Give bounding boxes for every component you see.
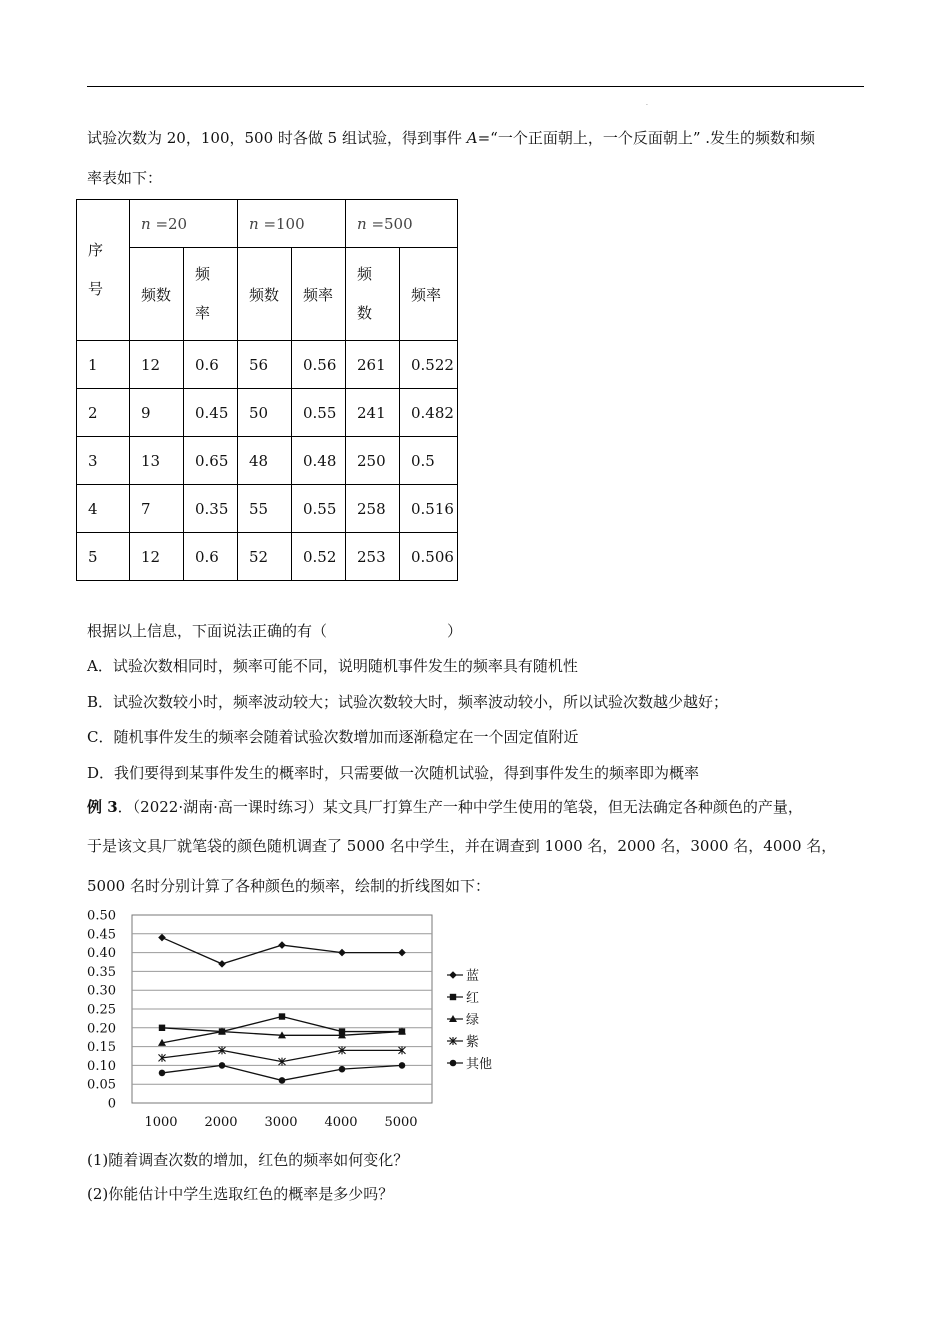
example-label: 例 3 <box>87 798 118 816</box>
legend-label: 蓝 <box>466 969 480 984</box>
table-cell: 250 <box>346 437 400 485</box>
legend-label: 红 <box>466 991 480 1006</box>
data-point <box>279 1077 286 1084</box>
table-cell: 0.45 <box>184 389 238 437</box>
data-point <box>218 960 226 968</box>
y-tick-label: 0.45 <box>87 927 116 943</box>
example3-line-1 <box>87 797 877 817</box>
y-tick-label: 0.40 <box>87 946 116 962</box>
table-cell: 50 <box>238 389 292 437</box>
table-cell: 0.516 <box>400 485 458 533</box>
table-cell: 253 <box>346 533 400 581</box>
y-tick-label: 0.05 <box>87 1077 116 1093</box>
x-tick-label: 1000 <box>144 1115 178 1130</box>
table-cell: 0.6 <box>184 533 238 581</box>
sub-freq-char-1: 频 <box>195 265 211 283</box>
y-tick-label: 0.15 <box>87 1040 116 1056</box>
data-point <box>279 1013 285 1019</box>
header-dot: . <box>646 100 648 107</box>
group-header-100 <box>238 200 346 248</box>
table-row <box>77 341 458 389</box>
table-cell: 52 <box>238 533 292 581</box>
table-cell: 55 <box>238 485 292 533</box>
sub-count-char-2: 数 <box>357 304 373 322</box>
line-chart <box>84 904 524 1136</box>
table-cell: 5 <box>77 533 130 581</box>
question-stem-end: ） <box>447 622 463 640</box>
table-cell: 0.522 <box>400 341 458 389</box>
header-rule <box>87 86 864 87</box>
table-cell: 0.55 <box>292 485 346 533</box>
option-b: B．试验次数较小时，频率波动较大；试验次数较大时，频率波动较小，所以试验次数越少越好； <box>87 693 729 711</box>
table-cell: 12 <box>130 341 184 389</box>
data-point <box>398 949 406 957</box>
intro-line-1 <box>87 128 877 148</box>
table-cell: 0.56 <box>292 341 346 389</box>
data-point <box>278 941 286 949</box>
example3-line-2: 于是该文具厂就笔袋的颜色随机调查了 5000 名中学生，并在调查到 1000 名，2000 名，3000 名，4000 名， <box>87 837 837 855</box>
sub-count-20: 频数 <box>130 248 184 341</box>
table-row <box>77 533 458 581</box>
intro-line-2: 率表如下： <box>87 169 163 187</box>
table-subheader-row <box>77 248 458 341</box>
table-cell: 1 <box>77 341 130 389</box>
table-cell: 48 <box>238 437 292 485</box>
sub-count-500 <box>346 248 400 341</box>
sub-count-char-1: 频 <box>357 265 373 283</box>
option-d: D．我们要得到某事件发生的概率时，只需要做一次随机试验，得到事件发生的频率即为概率 <box>87 764 700 782</box>
table-row <box>77 485 458 533</box>
group-eq: =20 <box>150 214 188 233</box>
table-cell: 241 <box>346 389 400 437</box>
table-cell: 0.35 <box>184 485 238 533</box>
legend-label: 绿 <box>466 1013 480 1028</box>
sub-question-1: (1)随着调查次数的增加，红色的频率如何变化？ <box>87 1151 409 1169</box>
x-tick-label: 5000 <box>384 1115 418 1130</box>
data-point <box>159 1025 165 1031</box>
table-cell: 261 <box>346 341 400 389</box>
y-tick-label: 0.35 <box>87 964 116 980</box>
intro-text-a: 试验次数为 20，100，500 时各做 5 组试验，得到事件 <box>87 129 467 147</box>
data-point <box>159 1070 166 1077</box>
y-tick-label: 0.20 <box>87 1021 116 1037</box>
table-cell: 0.48 <box>292 437 346 485</box>
data-point <box>399 1062 406 1069</box>
seq-header-char-2: 号 <box>88 280 104 298</box>
table-header-row <box>77 200 458 248</box>
table-cell: 9 <box>130 389 184 437</box>
legend <box>447 968 492 1072</box>
frequency-table <box>76 199 458 581</box>
x-tick-label: 4000 <box>324 1115 358 1130</box>
x-tick-labels <box>144 1115 417 1130</box>
sub-freq-500: 频率 <box>400 248 458 341</box>
table-cell: 3 <box>77 437 130 485</box>
y-tick-label: 0.30 <box>87 983 116 999</box>
sub-freq-100: 频率 <box>292 248 346 341</box>
table-cell: 0.55 <box>292 389 346 437</box>
seq-header-char-1: 序 <box>88 241 104 259</box>
x-tick-label: 3000 <box>264 1115 298 1130</box>
group-var: n <box>357 214 367 233</box>
data-point <box>450 994 456 1000</box>
data-point <box>339 1066 346 1073</box>
table-cell: 0.52 <box>292 533 346 581</box>
table-cell: 7 <box>130 485 184 533</box>
table-row <box>77 389 458 437</box>
y-tick-label: 0.50 <box>87 908 116 924</box>
y-tick-label: 0.10 <box>87 1058 116 1074</box>
intro-text-b: =“一个正面朝上，一个反面朝上” .发生的频数和频 <box>477 129 816 147</box>
event-variable: A <box>466 129 478 147</box>
table-cell: 0.482 <box>400 389 458 437</box>
table-cell: 56 <box>238 341 292 389</box>
group-var: n <box>141 214 151 233</box>
group-eq: =500 <box>366 214 413 233</box>
table-cell: 0.6 <box>184 341 238 389</box>
table-cell: 12 <box>130 533 184 581</box>
option-c: C．随机事件发生的频率会随着试验次数增加而逐渐稳定在一个固定值附近 <box>87 728 579 746</box>
group-header-500 <box>346 200 458 248</box>
group-eq: =100 <box>258 214 305 233</box>
legend-label: 其他 <box>466 1057 493 1072</box>
example3-text-1: ．（2022·湖南·高一课时练习）某文具厂打算生产一种中学生使用的笔袋，但无法确定各种颜色的产量， <box>117 798 803 816</box>
y-tick-label: 0.25 <box>87 1002 116 1018</box>
data-point <box>449 971 457 979</box>
table-cell: 258 <box>346 485 400 533</box>
data-point <box>158 934 166 942</box>
legend-label: 紫 <box>466 1035 480 1050</box>
group-var: n <box>249 214 259 233</box>
table-cell: 0.506 <box>400 533 458 581</box>
example3-line-3: 5000 名时分别计算了各种颜色的频率，绘制的折线图如下： <box>87 877 490 895</box>
y-tick-labels <box>87 909 116 1112</box>
table-row <box>77 437 458 485</box>
data-point <box>219 1062 226 1069</box>
table-cell: 13 <box>130 437 184 485</box>
sub-count-100: 频数 <box>238 248 292 341</box>
y-tick-label: 0 <box>107 1096 116 1112</box>
data-point <box>338 949 346 957</box>
table-cell: 0.5 <box>400 437 458 485</box>
seq-header <box>77 200 130 341</box>
table-cell: 4 <box>77 485 130 533</box>
question-stem <box>87 621 877 641</box>
table-cell: 0.65 <box>184 437 238 485</box>
sub-freq-char-2: 率 <box>195 304 211 322</box>
sub-question-2: (2)你能估计中学生选取红色的概率是多少吗？ <box>87 1185 394 1203</box>
data-point <box>450 1060 457 1067</box>
sub-freq-20 <box>184 248 238 341</box>
question-stem-text: 根据以上信息，下面说法正确的有（ <box>87 622 328 640</box>
table-cell: 2 <box>77 389 130 437</box>
group-header-20 <box>130 200 238 248</box>
option-a: A．试验次数相同时，频率可能不同，说明随机事件发生的频率具有随机性 <box>87 657 578 675</box>
x-tick-label: 2000 <box>204 1115 238 1130</box>
